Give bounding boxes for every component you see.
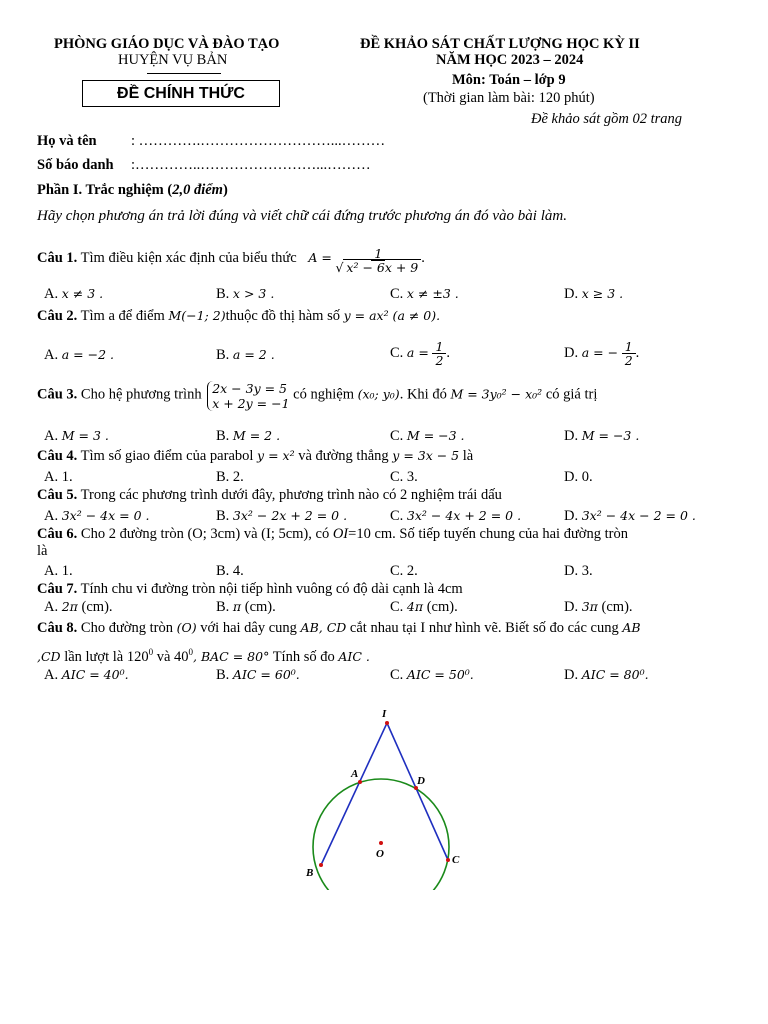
q7-option-a: A. 2π (cm). — [44, 599, 113, 615]
q1-option-b: B. x > 3 . — [216, 286, 275, 302]
q6-option-a: A. 1. — [44, 563, 73, 579]
pages-note: Đề khảo sát gồm 02 trang — [531, 111, 683, 127]
department-line-1: PHÒNG GIÁO DỤC VÀ ĐÀO TẠO — [54, 36, 280, 52]
line-IB — [321, 723, 387, 865]
line-IC — [387, 723, 448, 860]
question-5: Câu 5. Trong các phương trình dưới đây, phương trình nào có 2 nghiệm trái dấu — [37, 487, 502, 503]
subject: Môn: Toán – lớp 9 — [452, 72, 566, 88]
question-6-line-2: là — [37, 543, 48, 559]
q5-option-d: D. 3x² − 4x − 2 = 0 . — [564, 508, 696, 524]
question-8: Câu 8. Cho đường tròn (O) với hai dây cung AB, CD cắt nhau tại I như hình vẽ. Biết số đo các cung AB — [37, 620, 641, 636]
question-2: Câu 2. Tìm a để điểm M(−1; 2)thuộc đồ thị hàm số y = ax² (a ≠ 0). — [37, 308, 441, 324]
header-underline — [147, 73, 221, 74]
q5-option-c: C. 3x² − 4x + 2 = 0 . — [390, 508, 522, 524]
question-7: Câu 7. Tính chu vi đường tròn nội tiếp hình vuông có độ dài cạnh là 4cm — [37, 581, 463, 597]
q5-option-a: A. 3x² − 4x = 0 . — [44, 508, 150, 524]
q4-option-d: D. 0. — [564, 469, 593, 485]
exam-title: ĐỀ KHẢO SÁT CHẤT LƯỢNG HỌC KỲ II — [360, 36, 640, 52]
id-dots: :…………..……………………...……… — [131, 157, 371, 173]
geometry-figure — [290, 700, 480, 890]
name-dots: : ………….………………………...……… — [131, 133, 386, 149]
point-A — [358, 780, 362, 784]
label-B: B — [306, 867, 314, 879]
q2-option-d: D. a = − $\frac{1}{2}$ . — [564, 339, 640, 369]
question-6: Câu 6. Cho 2 đường tròn (O; 3cm) và (I; 5cm), có OI=10 cm. Số tiếp tuyến chung của hai đường tròn — [37, 526, 628, 542]
point-B — [319, 863, 323, 867]
q3-option-c: C. M = −3 . — [390, 428, 465, 444]
q8-option-d: D. AIC = 80⁰. — [564, 667, 649, 683]
id-label: Số báo danh — [37, 157, 114, 173]
q7-option-b: B. π (cm). — [216, 599, 276, 615]
point-I — [385, 721, 389, 725]
q1-option-c: C. x ≠ ±3 . — [390, 286, 459, 302]
point-C — [446, 858, 450, 862]
point-O — [379, 841, 383, 845]
q3-option-d: D. M = −3 . — [564, 428, 640, 444]
label-I: I — [382, 708, 387, 720]
q6-option-d: D. 3. — [564, 563, 593, 579]
question-3: Câu 3. Cho hệ phương trình 2x − 3y = 5 x + 2y = −1 có nghiệm (x₀; y₀). Khi đó M = 3y₀² − x₀² có giá trị — [37, 381, 598, 411]
q2-option-a: A. a = −2 . — [44, 347, 114, 363]
q2-option-c: C. a = $\frac{1}{2}$ . — [390, 339, 451, 369]
question-4: Câu 4. Tìm số giao điểm của parabol y = x² và đường thẳng y = 3x − 5 là — [37, 448, 474, 464]
duration: (Thời gian làm bài: 120 phút) — [423, 90, 595, 106]
label-A: A — [351, 768, 359, 780]
department-line-2: HUYỆN VỤ BẢN — [118, 52, 228, 68]
q7-option-c: C. 4π (cm). — [390, 599, 458, 615]
q8-option-c: C. AIC = 50⁰. — [390, 667, 474, 683]
q4-option-c: C. 3. — [390, 469, 418, 485]
school-year: NĂM HỌC 2023 – 2024 — [436, 52, 584, 68]
name-label: Họ và tên — [37, 133, 97, 149]
label-D: D — [417, 775, 425, 787]
q1-option-d: D. x ≥ 3 . — [564, 286, 624, 302]
official-label: ĐỀ CHÍNH THỨC — [82, 80, 280, 107]
q5-option-b: B. 3x² − 2x + 2 = 0 . — [216, 508, 348, 524]
q3-option-a: A. M = 3 . — [44, 428, 109, 444]
figure-circle — [313, 779, 449, 890]
q4-option-b: B. 2. — [216, 469, 244, 485]
q8-option-a: A. AIC = 40⁰. — [44, 667, 129, 683]
q2-option-b: B. a = 2 . — [216, 347, 275, 363]
label-O: O — [376, 848, 384, 860]
question-1: Câu 1. Tìm điều kiện xác định của biểu thức A = $\frac{1}{\text{√ x² − 6x + 9}}$ . — [37, 246, 425, 276]
q1-option-a: A. x ≠ 3 . — [44, 286, 104, 302]
part1-instruction: Hãy chọn phương án trả lời đúng và viết chữ cái đứng trước phương án đó vào bài làm. — [37, 208, 567, 224]
q6-option-b: B. 4. — [216, 563, 244, 579]
q7-option-d: D. 3π (cm). — [564, 599, 633, 615]
q8-option-b: B. AIC = 60⁰. — [216, 667, 300, 683]
part1-title: Phần I. Trắc nghiệm (2,0 điểm) — [37, 182, 228, 198]
q6-option-c: C. 2. — [390, 563, 418, 579]
q3-option-b: B. M = 2 . — [216, 428, 281, 444]
q4-option-a: A. 1. — [44, 469, 73, 485]
label-C: C — [452, 854, 460, 866]
question-8-line-2: ,CD lần lượt là $120^0$ và $40^0$, BAC = 80° Tính số đo AIC . — [37, 647, 370, 665]
